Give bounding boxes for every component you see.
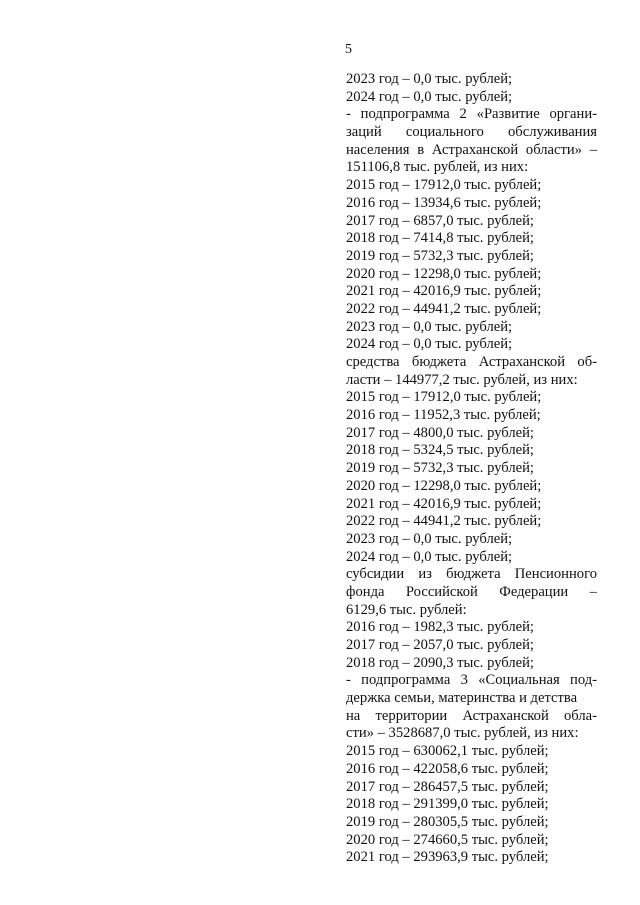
text-line: 2023 год – 0,0 тыс. рублей; — [346, 318, 513, 335]
text-line: 2020 год – 12298,0 тыс. рублей; — [346, 265, 542, 282]
text-line: 2015 год – 17912,0 тыс. рублей; — [346, 389, 542, 406]
text-line: держка семьи, материнства и детства — [346, 690, 578, 707]
text-line: 2016 год – 13934,6 тыс. рублей; — [346, 194, 542, 211]
text-column — [346, 71, 597, 867]
text-line: 2023 год – 0,0 тыс. рублей; — [346, 530, 513, 547]
text-line: сти» – 3528687,0 тыс. рублей, из них: — [346, 725, 579, 742]
text-line: 2018 год – 2090,3 тыс. рублей; — [346, 654, 534, 671]
text-line: фонда Российской Федерации – — [346, 583, 597, 600]
text-line: 2023 год – 0,0 тыс. рублей; — [346, 71, 513, 87]
text-line: 2016 год – 422058,6 тыс. рублей; — [346, 760, 549, 777]
text-line: 2017 год – 6857,0 тыс. рублей; — [346, 212, 534, 229]
text-line: 2021 год – 42016,9 тыс. рублей; — [346, 283, 542, 300]
text-line: 2024 год – 0,0 тыс. рублей; — [346, 336, 513, 353]
text-line: 2017 год – 4800,0 тыс. рублей; — [346, 424, 534, 441]
text-line: 2018 год – 7414,8 тыс. рублей; — [346, 230, 534, 247]
text-line: 2018 год – 5324,5 тыс. рублей; — [346, 442, 534, 459]
text-line: 2021 год – 42016,9 тыс. рублей; — [346, 495, 542, 512]
text-line: - подпрограмма 2 «Развитие органи- — [346, 106, 597, 123]
text-line: 2024 год – 0,0 тыс. рублей; — [346, 88, 513, 105]
text-line: средства бюджета Астраханской об- — [346, 354, 597, 370]
text-line: 2021 год – 293963,9 тыс. рублей; — [346, 849, 549, 866]
text-line: 2015 год – 630062,1 тыс. рублей; — [346, 743, 549, 760]
text-line: 2017 год – 2057,0 тыс. рублей; — [346, 637, 534, 653]
text-line: 2016 год – 11952,3 тыс. рублей; — [346, 407, 541, 424]
text-line: 2016 год – 1982,3 тыс. рублей; — [346, 619, 534, 636]
text-line: 2017 год – 286457,5 тыс. рублей; — [346, 778, 549, 795]
page-number: 5 — [345, 42, 352, 57]
text-line: 2020 год – 12298,0 тыс. рублей; — [346, 477, 542, 494]
text-line: 2022 год – 44941,2 тыс. рублей; — [346, 513, 542, 530]
text-line: ласти – 144977,2 тыс. рублей, из них: — [346, 371, 578, 388]
text-line: - подпрограмма 3 «Социальная под- — [346, 672, 597, 689]
text-line: 151106,8 тыс. рублей, из них: — [346, 159, 529, 176]
text-line: 2019 год – 280305,5 тыс. рублей; — [346, 813, 549, 830]
text-line: субсидии из бюджета Пенсионного — [346, 566, 597, 583]
text-line: 2019 год – 5732,3 тыс. рублей; — [346, 460, 534, 477]
text-line: 2022 год – 44941,2 тыс. рублей; — [346, 300, 542, 317]
text-line: на территории Астраханской обла- — [346, 707, 597, 724]
text-line: 2018 год – 291399,0 тыс. рублей; — [346, 796, 549, 813]
text-line: 2019 год – 5732,3 тыс. рублей; — [346, 247, 534, 264]
text-line: населения в Астраханской области» – — [346, 141, 597, 158]
text-line: 2020 год – 274660,5 тыс. рублей; — [346, 831, 549, 848]
text-line: 2015 год – 17912,0 тыс. рублей; — [346, 177, 542, 194]
text-line: 6129,6 тыс. рублей: — [346, 601, 467, 618]
text-line: 2024 год – 0,0 тыс. рублей; — [346, 548, 513, 565]
text-line: заций социального обслуживания — [346, 124, 597, 141]
